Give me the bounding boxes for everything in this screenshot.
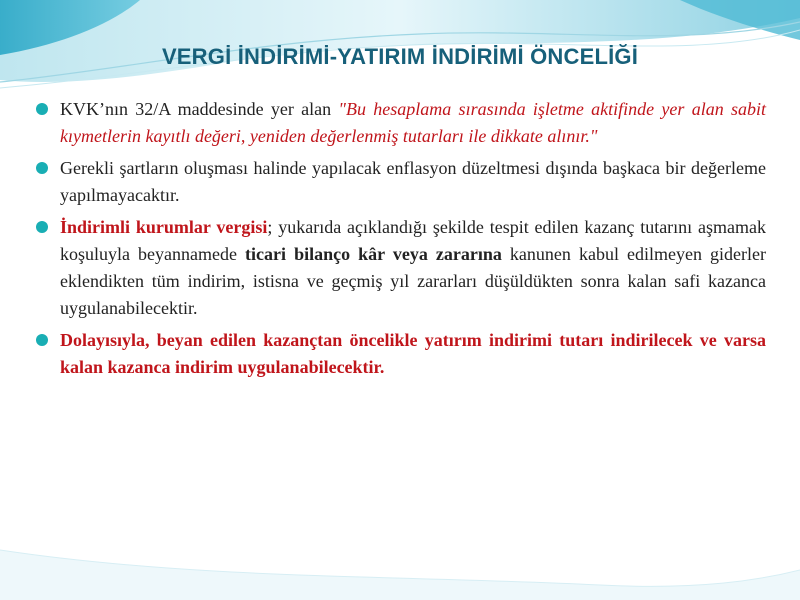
bullet-3-text-a: ; yukarıda açıklandığı şekilde tespit edilen kazanç tutarını aşmamak koşuluyla beyannamede: [60, 217, 767, 264]
bullet-1-quote: "Bu hesaplama sırasında işletme aktifinde yer alan sabit kıymetlerin kayıtlı değeri, yeniden değerlenmiş tutarları ile dikkate alınır.": [60, 99, 767, 146]
bullet-2-text: Gerekli şartların oluşması halinde yapılacak enflasyon düzeltmesi dışında başkaca bir değerleme yapılmayacaktır.: [60, 158, 766, 205]
bullet-3-bold: ticari bilanço kâr veya zararına: [245, 244, 502, 264]
bullet-3-text-b: kanunen kabul edilmeyen giderler eklendikten tüm indirim, istisna ve geçmiş yıl zararları düşüldükten sonra kalan safi kazanca uygulanabilecektir.: [60, 244, 766, 318]
bullet-4-text: Dolayısıyla, beyan edilen kazançtan öncelikle yatırım indirimi tutarı indirilecek ve varsa kalan kazanca indirim uygulanabilecektir.: [60, 330, 766, 377]
bullet-dot-icon: [36, 103, 48, 115]
bullet-1-text: KVK’nın 32/A maddesinde yer alan: [60, 99, 339, 119]
bullet-item-4: [36, 327, 766, 381]
footer-wave-decoration: [0, 480, 800, 600]
bullet-3-highlight: İndirimli kurumlar vergisi: [60, 217, 268, 237]
slide-title: VERGİ İNDİRİMİ-YATIRIM İNDİRİMİ ÖNCELİĞİ: [161, 44, 639, 69]
slide-content: [36, 96, 766, 386]
bullet-dot-icon: [36, 221, 48, 233]
bullet-dot-icon: [36, 334, 48, 346]
bullet-item-2: [36, 155, 766, 209]
bullet-item-1: [36, 96, 766, 150]
bullet-item-3: [36, 214, 766, 322]
bullet-dot-icon: [36, 162, 48, 174]
